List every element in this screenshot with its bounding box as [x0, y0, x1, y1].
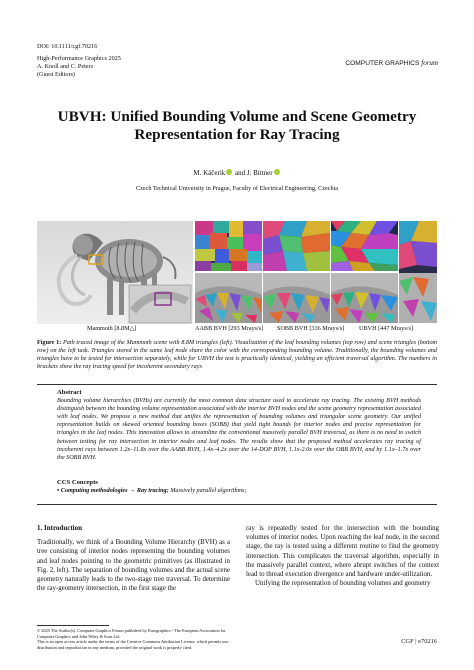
- right-column: [246, 524, 439, 588]
- ccs-concepts: [57, 479, 421, 495]
- author-and: and: [233, 169, 247, 177]
- abstract-heading: Abstract: [57, 389, 82, 396]
- figure-label: Figure 1:: [37, 339, 62, 346]
- ubvh-top-image: [331, 221, 398, 271]
- abstract: [57, 389, 421, 462]
- mammoth-skeleton-image: [37, 221, 193, 324]
- sobb-bounding-volumes: [263, 221, 330, 271]
- ccs-bullet: •: [57, 487, 61, 495]
- figure-caption: [37, 339, 437, 371]
- mammoth-render: [37, 221, 193, 324]
- aabb-bottom-image: [195, 273, 262, 323]
- editors-role: (Guest Editors): [37, 71, 75, 78]
- footnote-rule: [37, 625, 109, 626]
- page-number: CGF | e70216: [401, 638, 437, 645]
- intro-right-paragraph-1: ray is repeatedly tested for the intersection with the bounding volumes of interior nodes. Upon reaching the leaf node, in the second stage, the ray is tested using a different routine to find the geometry intersection. This complicates the traversal algorithm, especially in the massively parallel context, where abrupt switches of the context lead to thread execution divergence and hardware under-utilization.: [246, 525, 439, 579]
- zoom-panel: [399, 221, 437, 323]
- author-2: J. Bittner: [246, 169, 273, 177]
- journal-italic: forum: [421, 59, 438, 67]
- intro-left-paragraph: Traditionally, we think of a Bounding Volume Hierarchy (BVH) as a tree consisting of interior nodes representing the bounding volumes and leaf nodes pointing to the geometric primitives (as illustrated in Fig. 2, left). The separation of bounding volumes and the actual scene geometry naturally leads to the two-stage tree traversal. To determine the ray-geometry intersection, in the first stage the: [37, 539, 230, 593]
- ccs-sub1: Ray tracing;: [136, 487, 169, 495]
- aabb-triangles: [195, 273, 262, 323]
- editors-names: A. Knoll and C. Peters: [37, 63, 94, 70]
- ccs-arrow: →: [127, 487, 137, 495]
- abstract-text: Bounding volume hierarchies (BVHs) are currently the most common data structure used to accelerate ray tracing. The existing BVH methods distinguish between the bounding volume representation associated with the interior BVH nodes and the scene geometry representation associated with leaf nodes. We propose a new method that unifies the representation of bounding volumes and triangular scene geometry. Our unified representation builds on skewed oriented bounding boxes (SOBB) that yield tight bounds for interior nodes and precise representation for triangles in the leaf nodes. This innovation allows to streamline the conventional massively parallel BVH traversal, as there is no need to switch between testing for ray intersection in interior nodes and leaf nodes. The results show that the proposed method accelerates ray tracing of incoherent rays between 1.2x–11.8x over the AABB BVH, 1.4x–4.2x over the 14-DOP BVH, 1.1x-2.0x over the OBB BVH, and by 1.1x–1.7x over the SOBB BVH.: [57, 397, 421, 461]
- abstract-bottom-rule: [37, 504, 437, 505]
- journal-name: [345, 59, 438, 67]
- header-meta: [37, 43, 121, 79]
- copyright-footnote: [37, 628, 230, 650]
- paper-title: [0, 108, 474, 144]
- ccs-heading: CCS Concepts: [57, 479, 98, 486]
- ubvh-triangles: [331, 273, 398, 323]
- figure-caption-text: Path traced image of the Mammoth scene with 8.8M triangles (left). Visualization of the leaf bounding volumes (top row) and scene triangles (bottom row) on the left tusk. Triangles stored in the same leaf node share the color with the corresponding bounding volume. Traditionally, the bounding volumes and triangles have to be tested for intersection separately, while for UBVH the test is practically identical, yielding an efficient traversal algorithm. The numbers in brackets show the ray tracing speed for incoherent secondary rays: [37, 339, 438, 371]
- caption-aabb: AABB BVH [293 Mrays/s]: [195, 325, 264, 332]
- abstract-top-rule: [37, 384, 437, 385]
- ubvh-bounding-volumes: [331, 221, 398, 271]
- doi: DOI: 10.1111/cgf.70216: [37, 43, 98, 50]
- authors: [0, 169, 474, 177]
- ccs-sub2: Massively parallel algorithms;: [168, 487, 247, 495]
- caption-sobb: SOBB BVH [336 Mrays/s]: [277, 325, 345, 332]
- aabb-top-image: [195, 221, 262, 271]
- intro-heading: 1. Introduction: [37, 524, 82, 532]
- conference: High-Performance Graphics 2025: [37, 55, 121, 62]
- caption-mammoth: Mammoth [8.8M△]: [87, 325, 137, 332]
- left-column: [37, 524, 230, 593]
- ubvh-bottom-image: [331, 273, 398, 323]
- sobb-top-image: [263, 221, 330, 271]
- sobb-bottom-image: [263, 273, 330, 323]
- intro-right-paragraph-2: Unifying the representation of bounding volumes and geometry: [255, 580, 431, 588]
- ccs-item: [57, 487, 421, 495]
- orcid-icon[interactable]: [226, 169, 232, 175]
- footnote-line-1: © 2025 The Author(s). Computer Graphics Forum published by Eurographics - The European Association for Computer Graphics and John Wiley & Sons Ltd.: [37, 628, 226, 639]
- author-1: M. Káčerik: [193, 169, 226, 177]
- title-line-1: UBVH: Unified Bounding Volume and Scene Geometry: [57, 108, 417, 125]
- teaser-figure: [37, 221, 437, 336]
- journal-sans: COMPUTER GRAPHICS: [345, 60, 420, 67]
- ccs-concept: Computing methodologies: [60, 487, 128, 495]
- aabb-bounding-volumes: [195, 221, 262, 271]
- title-line-2: Representation for Ray Tracing: [134, 126, 340, 143]
- zoom-panel-image: [399, 221, 437, 323]
- sobb-triangles: [263, 273, 330, 323]
- affiliation: Czech Technical University in Prague, Faculty of Electrical Engineering, Czechia: [135, 185, 339, 192]
- caption-ubvh: UBVH [447 Mrays/s]: [359, 325, 413, 332]
- orcid-icon[interactable]: [274, 169, 280, 175]
- footnote-line-2: This is an open access article under the terms of the Creative Commons Attribution License, which permits use, distribution and reproduction in any medium, provided the original work is properly cited.: [37, 639, 229, 650]
